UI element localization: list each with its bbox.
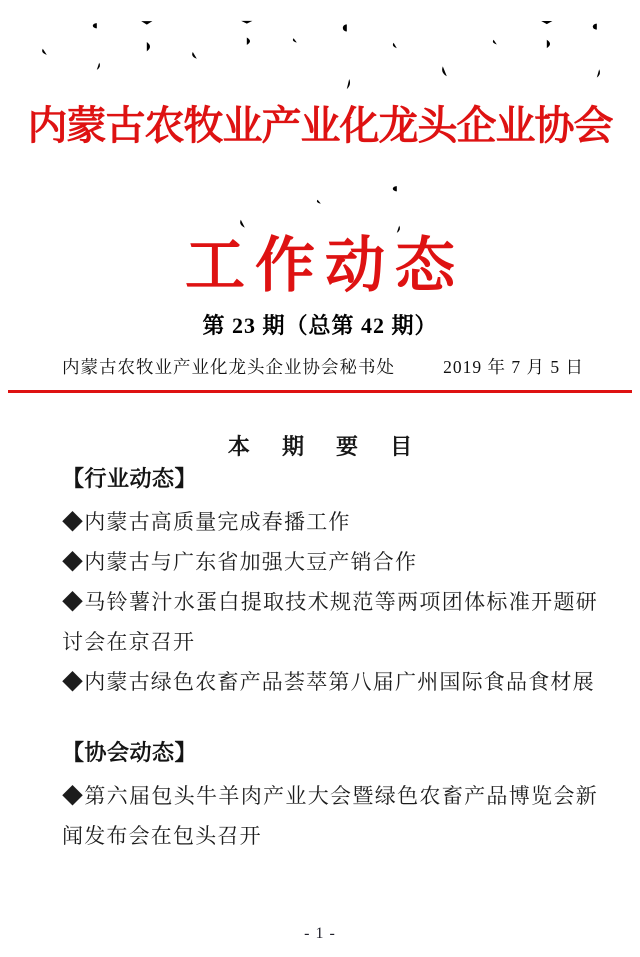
issue-line: 第 23 期（总第 42 期） [202,313,438,338]
mongolian-word-icon [88,20,104,72]
red-divider-rule [8,390,632,393]
toc-item: ◆马铃薯汁水蛋白提取技术规范等两项团体标准开题研讨会在京召开 [62,590,598,654]
mongolian-word-icon [312,183,328,205]
bulletin-title: 工作动态 [185,233,465,299]
mongolian-word-icon [588,20,604,80]
toc-item: ◆内蒙古绿色农畜产品荟萃第八届广州国际食品食材展 [62,670,595,694]
mongolian-word-icon [338,20,354,92]
toc-section-association [62,738,598,856]
publisher-date-row [62,354,584,379]
mongolian-word-icon [288,20,304,44]
toc-item: ◆内蒙古高质量完成春播工作 [62,510,351,534]
section-title: 【协会动态】 [62,740,198,765]
toc-heading: 本 期 要 目 [227,434,426,459]
mongolian-word-icon [388,20,404,50]
section-title: 【行业动态】 [62,466,198,491]
toc-item: ◆内蒙古与广东省加强大豆产销合作 [62,550,418,574]
toc-item: ◆第六届包头牛羊肉产业大会暨绿色农畜产品博览会新闻发布会在包头召开 [62,784,598,848]
mongolian-word-icon [438,20,454,78]
page-number: - 1 - [304,925,336,942]
mongolian-script-top-row [38,20,604,96]
mongolian-word-icon [138,20,154,78]
section-items [62,502,598,702]
mongolian-word-icon [538,20,554,72]
toc-section-industry [62,464,598,702]
publish-date: 2019 年 7 月 5 日 [443,357,584,377]
publisher-name: 内蒙古农牧业产业化龙头企业协会秘书处 [62,357,395,377]
mongolian-word-icon [188,20,204,60]
toc-body [62,464,598,856]
org-title: 内蒙古农牧业产业化龙头企业协会 [27,103,613,148]
mongolian-word-icon [488,20,504,46]
mongolian-word-icon [38,20,54,56]
section-items [62,776,598,856]
mongolian-word-icon [238,20,254,66]
